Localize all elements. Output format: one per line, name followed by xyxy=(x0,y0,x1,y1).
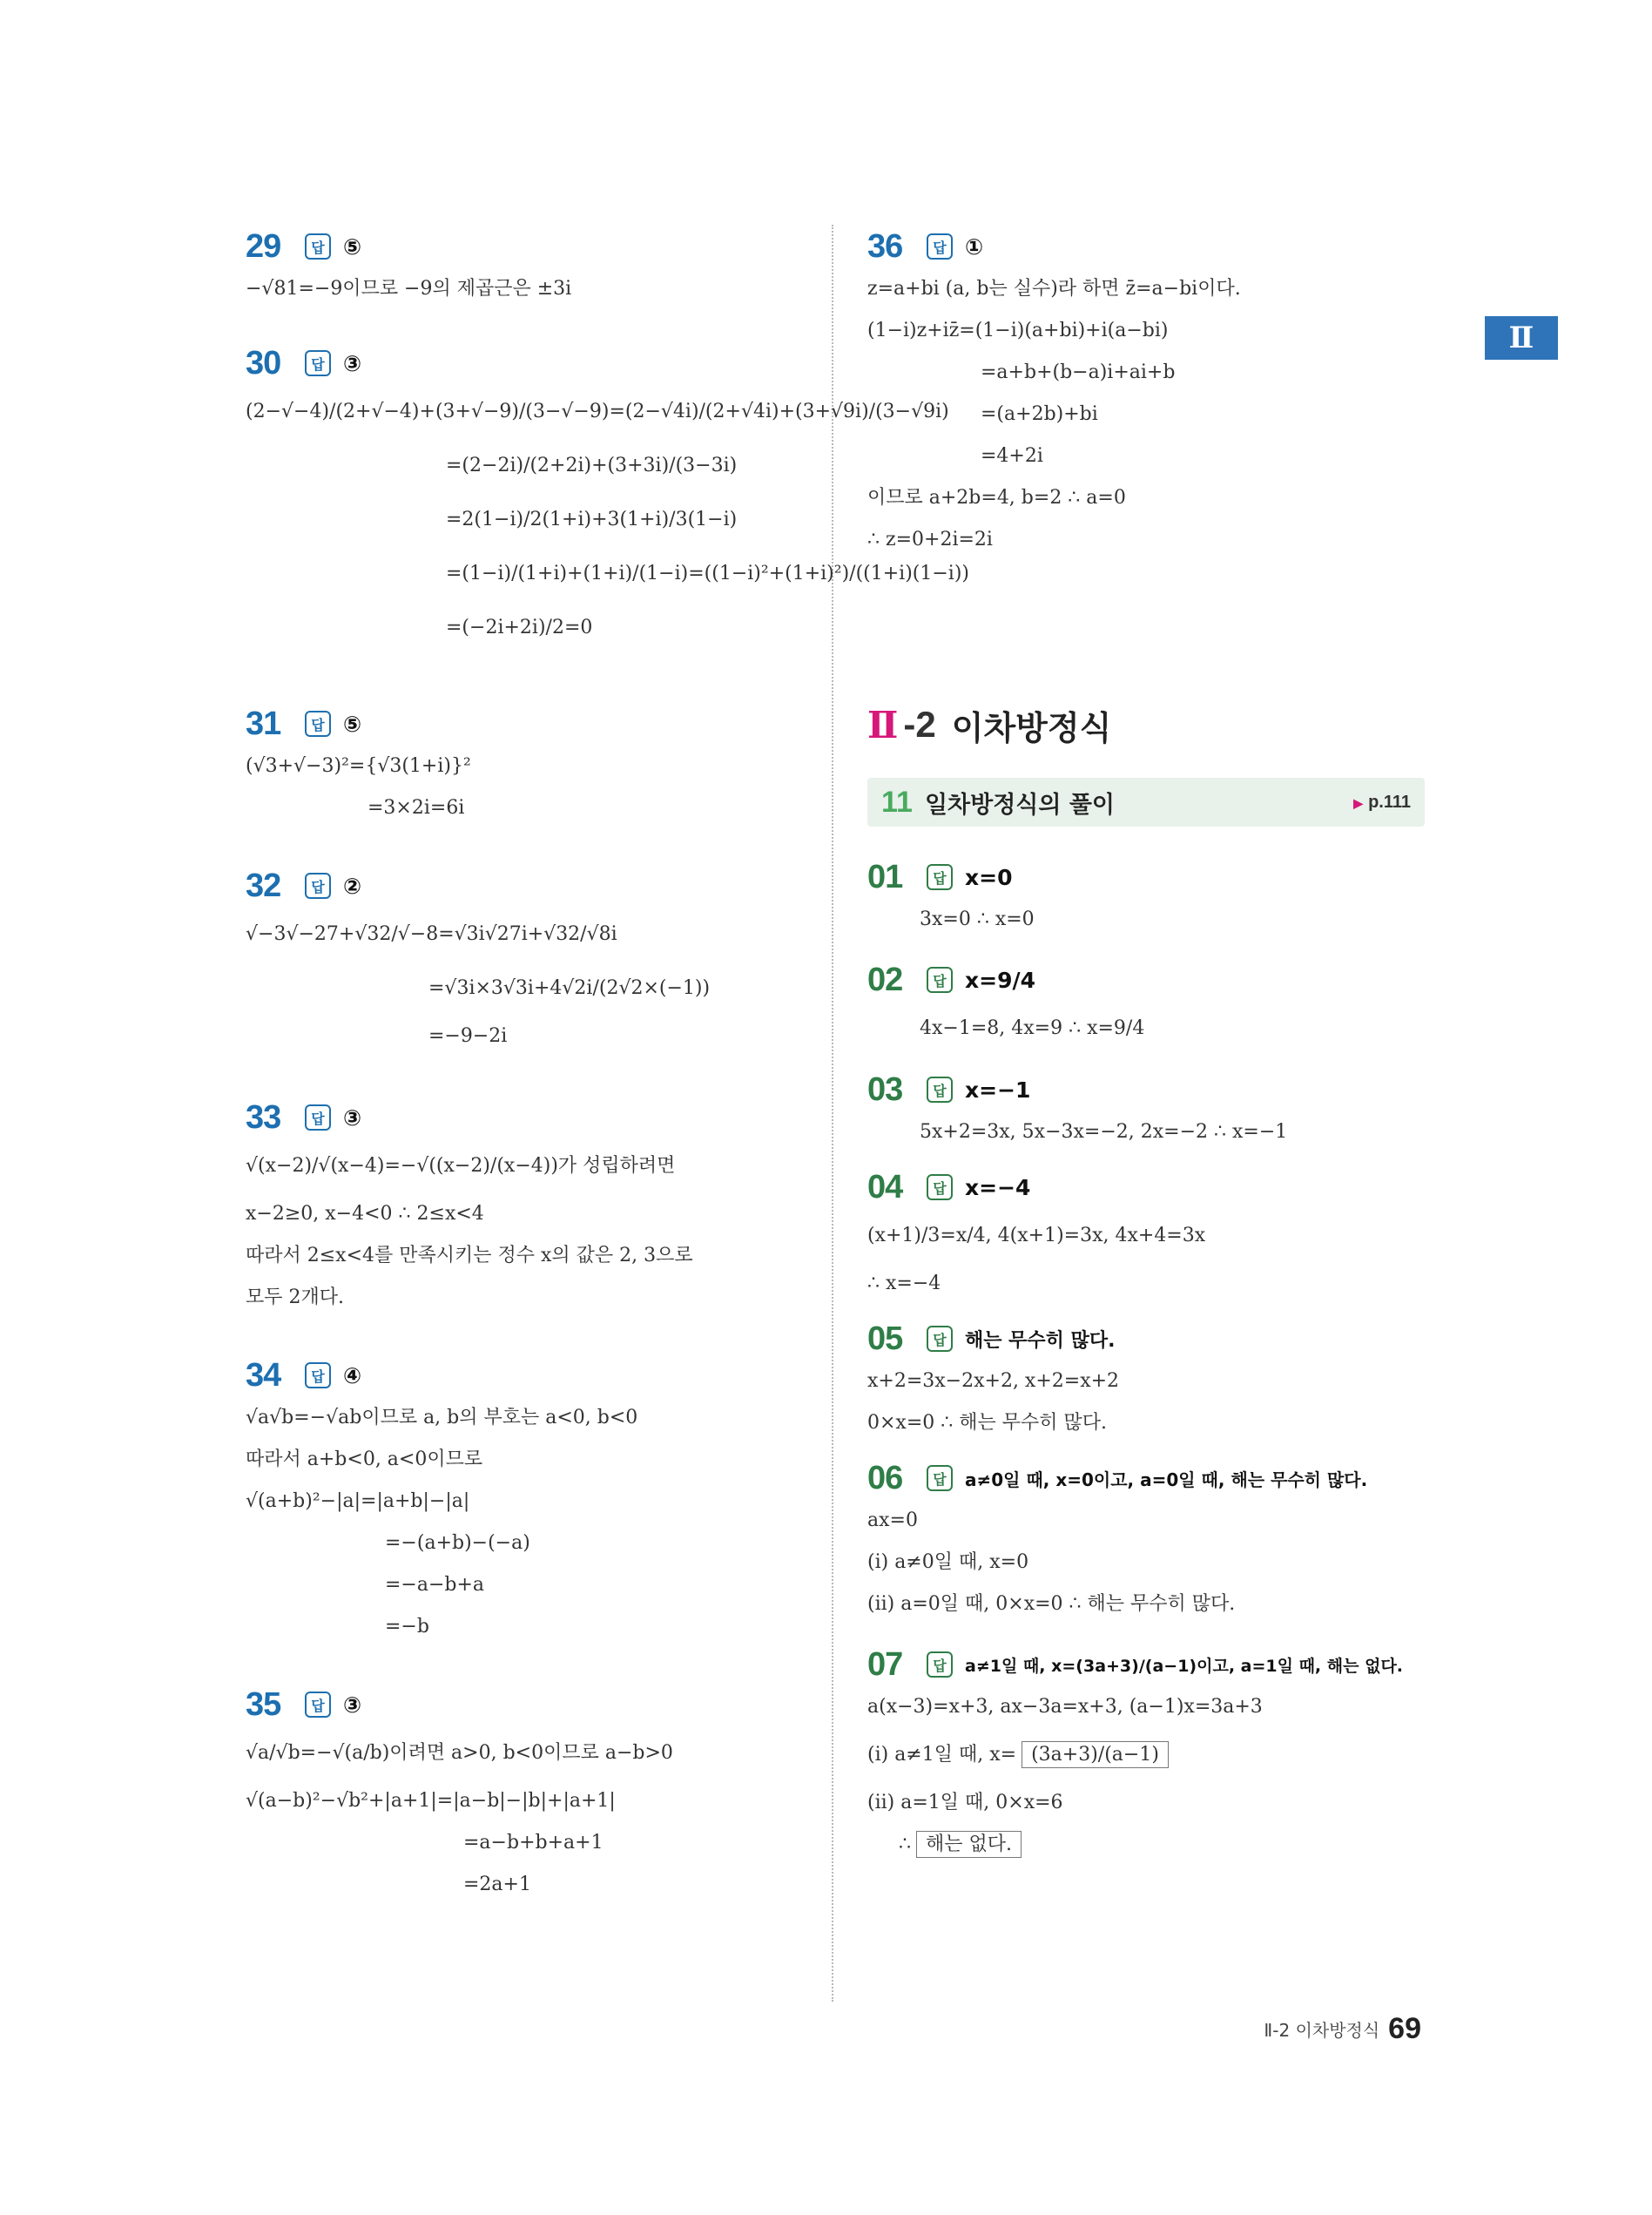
answer-tag: 답 xyxy=(927,1174,953,1200)
problem-02 xyxy=(867,958,1425,1056)
topic-title: 일차방정식의 풀이 xyxy=(924,791,1116,819)
problem-number: 29 xyxy=(246,227,281,265)
solution-line xyxy=(867,1824,1425,1866)
answer-value: a≠1일 때, x=(3a+3)/(a−1)이고, a=1일 때, 해는 없다. xyxy=(965,1656,1404,1676)
problem-34 xyxy=(246,1354,794,1648)
problem-07 xyxy=(867,1643,1425,1866)
page-footer xyxy=(1264,2012,1421,2046)
solution-line: =(1−i)/(1+i)+(1+i)/(1−i)=((1−i)²+(1+i)²)/((1+i)(1−i)) xyxy=(446,563,970,584)
solution-line: =(a+2b)+bi xyxy=(981,403,1098,425)
answer-value: 해는 무수히 많다. xyxy=(965,1329,1116,1352)
topic-page-ref xyxy=(1353,793,1411,813)
answer-value: ③ xyxy=(343,1104,362,1131)
answer-tag: 답 xyxy=(305,711,331,737)
solution-line: x+2=3x−2x+2, x+2=x+2 xyxy=(867,1370,1120,1392)
answer-value: a≠0일 때, x=0이고, a=0일 때, 해는 무수히 많다. xyxy=(965,1469,1368,1490)
problem-number: 06 xyxy=(867,1459,903,1496)
answer-value: ⑤ xyxy=(343,711,362,737)
problem-01 xyxy=(867,855,1425,941)
problem-36 xyxy=(867,225,1425,561)
answer-tag: 답 xyxy=(927,1465,953,1491)
problem-number: 07 xyxy=(867,1645,903,1683)
solution-line: =(2−2i)/(2+2i)+(3+3i)/(3−3i) xyxy=(446,455,738,476)
problem-number: 02 xyxy=(867,961,903,998)
problem-03 xyxy=(867,1068,1425,1153)
solution-line: √(a+b)²−|a|=|a+b|−|a| xyxy=(246,1490,470,1512)
boxed-answer: 해는 없다. xyxy=(916,1831,1022,1858)
solution-line: 3x=0 ∴ x=0 xyxy=(920,908,1035,930)
solution-line: √a√b=−√ab이므로 a, b의 부호는 a<0, b<0 xyxy=(246,1407,638,1428)
answer-value: ① xyxy=(965,233,984,260)
answer-tag: 답 xyxy=(305,1692,331,1718)
section-roman: Ⅱ xyxy=(867,703,899,746)
therefore-symbol: ∴ xyxy=(899,1833,911,1855)
problem-32 xyxy=(246,864,794,1057)
solution-line: =3×2i=6i xyxy=(367,797,465,819)
solution-line: (1−i)z+iz̄=(1−i)(a+bi)+i(a−bi) xyxy=(867,320,1169,341)
solution-line: 따라서 2≤x<4를 만족시키는 정수 x의 값은 2, 3으로 xyxy=(246,1245,693,1266)
answer-value: x=−4 xyxy=(965,1174,1031,1200)
answer-value: x=0 xyxy=(965,864,1013,890)
solution-line: (2−√−4)/(2+√−4)+(3+√−9)/(3−√−9)=(2−√4i)/(2+√4i)+(3+√9i)/(3−√9i) xyxy=(246,401,949,422)
solution-line: (i) a≠0일 때, x=0 xyxy=(867,1551,1029,1573)
answer-value: ⑤ xyxy=(343,233,362,260)
problem-number: 34 xyxy=(246,1356,281,1394)
solution-line: √−3√−27+√32/√−8=√3i√27i+√32/√8i xyxy=(246,923,617,945)
problem-33 xyxy=(246,1096,794,1319)
answer-tag: 답 xyxy=(927,1326,953,1352)
problem-number: 04 xyxy=(867,1168,903,1205)
solution-line: a(x−3)=x+3, ax−3a=x+3, (a−1)x=3a+3 xyxy=(867,1696,1263,1718)
answer-tag: 답 xyxy=(927,864,953,890)
solution-line: =a−b+b+a+1 xyxy=(463,1832,603,1854)
solution-line: 5x+2=3x, 5x−3x=−2, 2x=−2 ∴ x=−1 xyxy=(920,1121,1288,1143)
solution-line: x−2≥0, x−4<0 ∴ 2≤x<4 xyxy=(246,1203,484,1225)
solution-line: 이므로 a+2b=4, b=2 ∴ a=0 xyxy=(867,487,1126,509)
solution-line: =−b xyxy=(385,1616,429,1638)
solution-line: =√3i×3√3i+4√2i/(2√2×(−1)) xyxy=(428,977,711,999)
answer-tag: 답 xyxy=(305,233,331,260)
solution-line: √(x−2)/√(x−4)=−√((x−2)/(x−4))가 성립하려면 xyxy=(246,1155,676,1177)
answer-tag: 답 xyxy=(927,1077,953,1103)
solution-line: ax=0 xyxy=(867,1509,918,1531)
topic-number: 11 xyxy=(881,785,913,819)
solution-line: =−(a+b)−(−a) xyxy=(385,1532,530,1554)
problem-number: 36 xyxy=(867,227,903,265)
right-column-bottom xyxy=(867,855,1425,1866)
answer-value: x=−1 xyxy=(965,1077,1031,1103)
answer-tag: 답 xyxy=(927,967,953,993)
section-number: -2 xyxy=(903,704,936,745)
solution-line: √(a−b)²−√b²+|a+1|=|a−b|−|b|+|a+1| xyxy=(246,1790,616,1812)
solution-line: −√81=−9이므로 −9의 제곱근은 ±3i xyxy=(246,278,572,300)
solution-line: z=a+bi (a, b는 실수)라 하면 z̄=a−bi이다. xyxy=(867,278,1241,300)
column-divider xyxy=(832,225,833,2002)
solution-line: (ii) a=0일 때, 0×x=0 ∴ 해는 무수히 많다. xyxy=(867,1593,1236,1615)
solution-line: √a/√b=−√(a/b)이려면 a>0, b<0이므로 a−b>0 xyxy=(246,1742,673,1764)
problem-number: 05 xyxy=(867,1320,903,1357)
problem-number: 01 xyxy=(867,858,903,895)
problem-number: 33 xyxy=(246,1098,281,1136)
problem-number: 03 xyxy=(867,1070,903,1108)
solution-line: =a+b+(b−a)i+ai+b xyxy=(981,361,1176,383)
answer-tag: 답 xyxy=(927,233,953,260)
answer-value: ② xyxy=(343,873,362,899)
solution-line: =2(1−i)/2(1+i)+3(1+i)/3(1−i) xyxy=(446,509,738,530)
solution-line: =−9−2i xyxy=(428,1025,508,1047)
topic-page: p.111 xyxy=(1368,792,1411,812)
solution-line: ∴ x=−4 xyxy=(867,1273,941,1294)
answer-tag: 답 xyxy=(305,1104,331,1131)
solution-line: =4+2i xyxy=(981,445,1043,467)
answer-value: ④ xyxy=(343,1362,362,1388)
solution-line: 모두 2개다. xyxy=(246,1286,344,1308)
section-heading: 이차방정식 xyxy=(951,708,1112,747)
problem-31 xyxy=(246,702,794,829)
solution-line: (x+1)/3=x/4, 4(x+1)=3x, 4x+4=3x xyxy=(867,1225,1206,1246)
problem-05 xyxy=(867,1317,1425,1444)
answer-tag: 답 xyxy=(927,1651,953,1678)
solution-line xyxy=(867,1728,1425,1782)
solution-line: =−a−b+a xyxy=(385,1574,485,1596)
answer-tag: 답 xyxy=(305,350,331,376)
answer-tag: 답 xyxy=(305,873,331,899)
solution-line: (√3+√−3)²={√3(1+i)}² xyxy=(246,755,471,777)
answer-tag: 답 xyxy=(305,1362,331,1388)
solution-line: 4x−1=8, 4x=9 ∴ x=9/4 xyxy=(920,1017,1145,1039)
solution-line: 따라서 a+b<0, a<0이므로 xyxy=(246,1449,483,1470)
problem-06 xyxy=(867,1456,1425,1625)
answer-value: ③ xyxy=(343,1692,362,1718)
answer-value: ③ xyxy=(343,350,362,376)
topic-band xyxy=(867,778,1425,827)
solution-line: =2a+1 xyxy=(463,1874,531,1895)
solution-line: 0×x=0 ∴ 해는 무수히 많다. xyxy=(867,1412,1107,1434)
problem-29 xyxy=(246,225,794,310)
arrow-right-icon: ▶ xyxy=(1353,795,1364,810)
right-column-top xyxy=(867,225,1425,561)
footer-section: Ⅱ-2 이차방정식 xyxy=(1264,2020,1380,2041)
page-number: 69 xyxy=(1388,2012,1421,2045)
solution-text: (i) a≠1일 때, x= xyxy=(867,1744,1017,1766)
problem-number: 30 xyxy=(246,344,281,382)
problem-number: 32 xyxy=(246,867,281,904)
problem-number: 31 xyxy=(246,705,281,742)
boxed-answer: (3a+3)/(a−1) xyxy=(1022,1741,1169,1768)
problem-04 xyxy=(867,1165,1425,1305)
solution-line: =(−2i+2i)/2=0 xyxy=(446,617,593,638)
solution-line: ∴ z=0+2i=2i xyxy=(867,529,993,550)
section-title xyxy=(867,699,1111,751)
chapter-tab: Ⅱ xyxy=(1485,316,1558,360)
problem-number: 35 xyxy=(246,1685,281,1723)
problem-35 xyxy=(246,1683,794,1906)
answer-value: x=9/4 xyxy=(965,967,1035,993)
solution-line: (ii) a=1일 때, 0×x=6 xyxy=(867,1792,1063,1813)
